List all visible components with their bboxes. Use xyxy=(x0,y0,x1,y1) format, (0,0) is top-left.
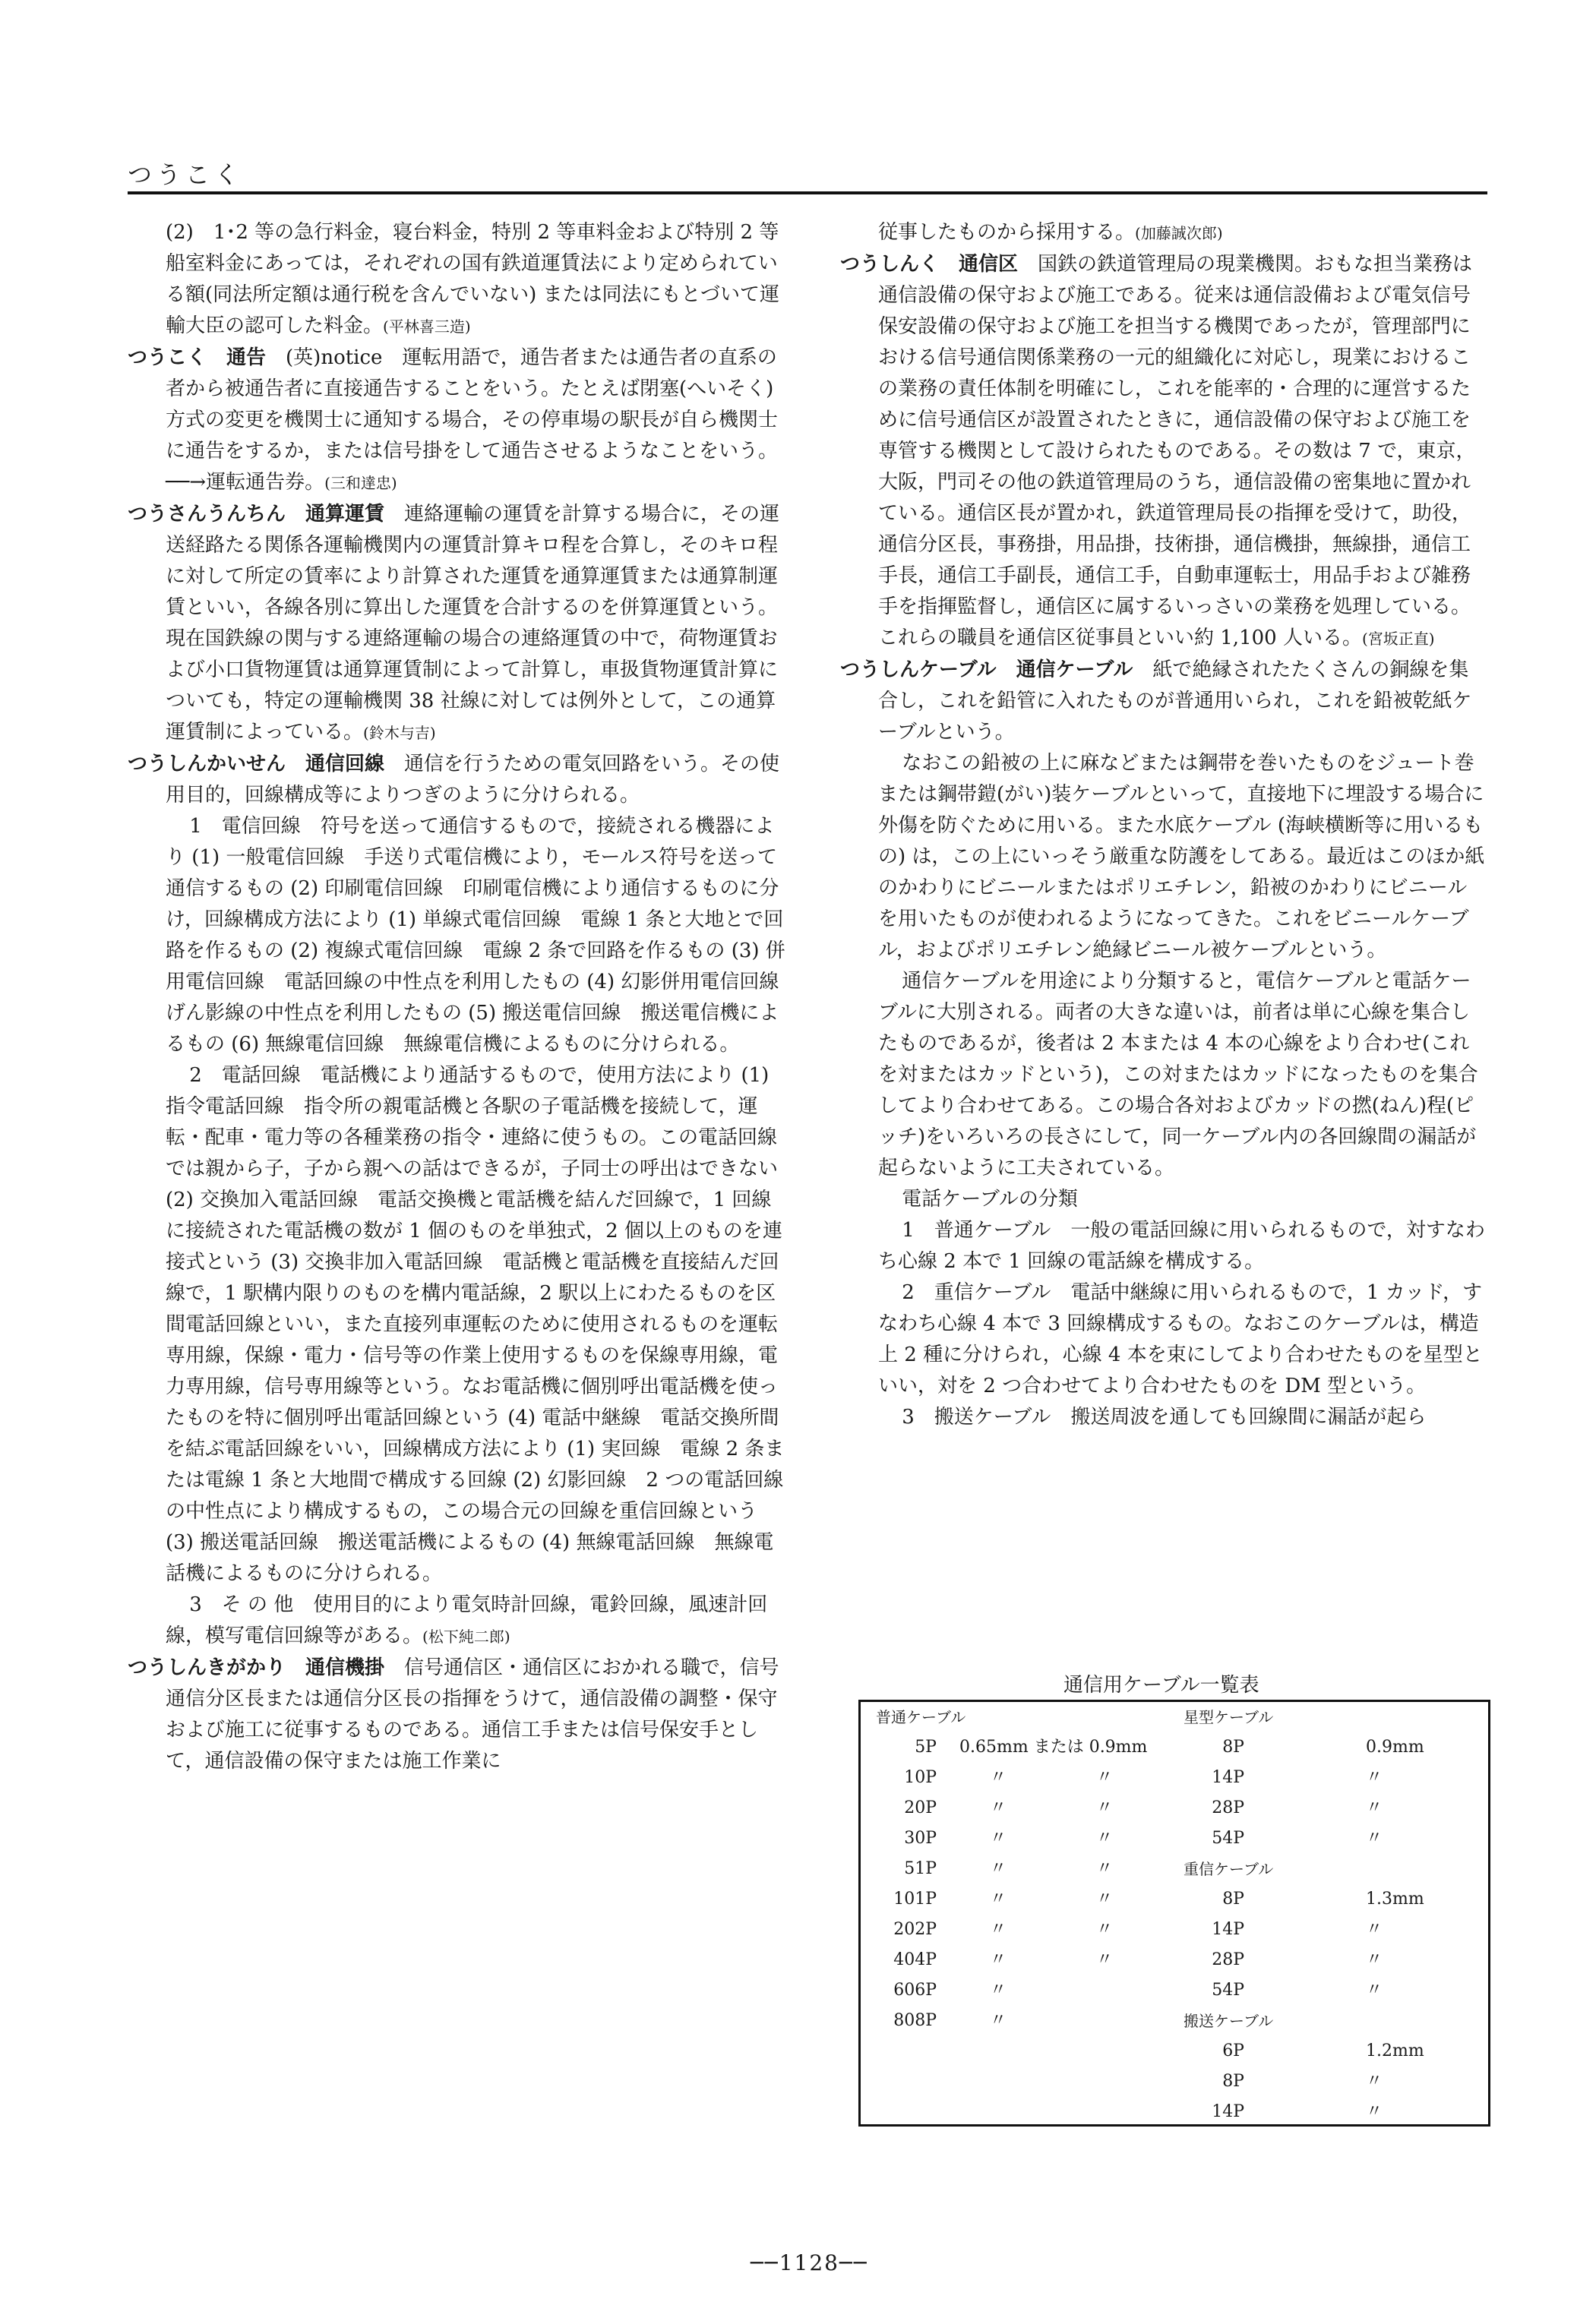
entry-headword: つうさんうんちん 通算運賃 xyxy=(128,503,385,526)
table-group-label: 星型ケーブル xyxy=(1184,1708,1274,1726)
conductor-size: 〃 xyxy=(1366,1920,1383,1939)
table-row xyxy=(876,1793,1165,1824)
ditto-mark: 〃 xyxy=(990,1798,1007,1817)
ditto-mark: 〃 xyxy=(990,1829,1007,1848)
table-group-row xyxy=(1184,1854,1472,1884)
ditto-mark: 〃 xyxy=(1096,1798,1114,1817)
table-row xyxy=(1184,2036,1472,2067)
table-row xyxy=(1184,1824,1472,1854)
text-block xyxy=(878,1184,1486,1215)
entry-text: (2) 1･2 等の急行料金，寝台料金，特別 2 等車料金および特別 2 等船室料金にあっては，それぞれの国有鉄道運賃法により定められている額(同法所定額は通行税を含んでいない) または同法にもとづいて運輸大臣の認可した料金。 xyxy=(166,221,780,337)
entry-text: 電話ケーブルの分類 xyxy=(902,1188,1078,1211)
table-group-label: 搬送ケーブル xyxy=(1184,2012,1274,2030)
text-block xyxy=(166,811,799,1060)
table-row xyxy=(1184,1793,1472,1824)
entry-text: 3 搬送ケーブル 搬送周波を通しても回線間に漏話が起ら xyxy=(902,1406,1427,1429)
entry-text: 連絡運輸の運賃を計算する場合に，その運送経路たる関係各運輸機関内の運賃計算キロ程を合算し，そのキロ程に対して所定の賃率により計算された運賃を通算運賃または通算制運賃といい，各線各別に算出した運賃を合計するのを併算運賃という。現在国鉄線の関与する連絡運輸の場合の連絡運賃の中で，荷物運賃および小口貨物運賃は通算運賃制によって計算し，車扱貨物運賃計算についても，特定の運輸機関 38 社線に対しては例外として，この通算運賃制によっている。 xyxy=(166,503,780,744)
ditto-mark: 〃 xyxy=(1096,1829,1114,1848)
ditto-mark: 〃 xyxy=(990,1859,1007,1878)
ditto-mark: 〃 xyxy=(1096,1768,1114,1787)
pair-count: 6P xyxy=(1222,2041,1244,2060)
entry-headword: つうしんきがかり 通信機掛 xyxy=(128,1656,385,1679)
pair-count: 54P xyxy=(1212,1829,1244,1848)
entry-text: (英)notice 運転用語で，通告者または通告者の直系の者から被通告者に直接通告することをいう。たとえば閉塞(へいそく)方式の変更を機関士に通知する場合，その停車場の駅長が自ら機関士に通告をするか，または信号掛をして通告させるようなことをいう。──→運転通告券。 xyxy=(166,346,779,494)
conductor-size: 1.2mm xyxy=(1366,2041,1424,2060)
ditto-mark: 〃 xyxy=(990,1981,1007,2000)
entry-text: 2 重信ケーブル 電話中継線に用いられるもので，1 カッド，すなわち心線 4 本で 3 回線構成するもの。なおこのケーブルは，構造上 2 種に分けられ，心線 4 本を束にしてより合わせたものを星型といい，対を 2 つ合わせてより合わせたものを DM 型という。 xyxy=(878,1281,1483,1397)
pair-count: 20P xyxy=(904,1798,937,1817)
table-row xyxy=(1184,1763,1472,1793)
pair-count: 30P xyxy=(904,1829,937,1848)
ditto-mark: 〃 xyxy=(1096,1890,1114,1909)
pair-count: 51P xyxy=(904,1859,937,1878)
entry-headword: つうしんケーブル 通信ケーブル xyxy=(840,658,1133,681)
running-header: つうこく xyxy=(128,160,244,189)
conductor-size: 〃 xyxy=(1366,1950,1383,1969)
entry-headword: つうしんく 通信区 xyxy=(840,253,1019,276)
ditto-mark: 〃 xyxy=(1096,1920,1114,1939)
conductor-size: 0.65mm または 0.9mm xyxy=(959,1738,1148,1757)
table-row xyxy=(876,1975,1165,2006)
table-row xyxy=(876,1945,1165,1975)
entry-text: 2 電話回線 電話機により通話するもので，使用方法により (1) 指令電話回線 指令所の親電話機と各駅の子電話機を接続して，運転・配車・電力等の各種業務の指令・連絡に使うもの。この電話回線では親から子，子から親への話はできるが，子同士の呼出はできない (2) 交換加入電話回線 電話交換機と電話機を結んだ回線で，1 回線に接続された電話機の数が 1 個のものを単独式，2 個以上のものを連接式という (3) 交換非加入電話回線 電話機と電話機を直接結んだ回線で，1 駅構内限りのものを構内電話線，2 駅以上にわたるものを区間電話回線といい，また直接列車運転のために使用されるものを運転専用線，保線・電力・信号等の作業上使用するものを保線専用線，電力専用線，信号専用線等という。なお電話機に個別呼出電話機を使ったものを特に個別呼出電話回線という (4) 電話中継線 電話交換所間を結ぶ電話回線をいい，回線構成方法により (1) 実回線 電線 2 条または電線 1 条と大地間で構成する回線 (2) 幻影回線 2 つの電話回線の中性点により構成するもの，この場合元の回線を重信回線という (3) 搬送電話回線 搬送電話機によるもの (4) 無線電話回線 無線電話機によるものに分けられる。 xyxy=(166,1064,785,1585)
ditto-mark: 〃 xyxy=(990,2011,1007,2030)
table-group-label: 普通ケーブル xyxy=(876,1708,966,1726)
header-rule xyxy=(128,191,1487,194)
pair-count: 14P xyxy=(1212,1920,1244,1939)
text-block xyxy=(166,217,787,343)
cable-table-right xyxy=(1184,1702,1472,2127)
table-group-label: 重信ケーブル xyxy=(1184,1860,1274,1878)
pair-count: 202P xyxy=(893,1920,937,1939)
entry-text: 1 電信回線 符号を送って通信するもので，接続される機器により (1) 一般電信回線 手送り式電信機により，モールス符号を送って通信するもの (2) 印刷電信回線 印刷電信機により通信するものに分け，回線構成方法により (1) 単線式電信回線 電線 1 条と大地とで回路を作るもの (2) 複線式電信回線 電線 2 条で回路を作るもの (3) 併用電信回線 電話回線の中性点を利用したもの (4) 幻影併用電信回線 げん影線の中性点を利用したもの (5) 搬送電信回線 搬送電信機によるもの (6) 無線電信回線 無線電信機によるものに分けられる。 xyxy=(166,815,799,1056)
ditto-mark: 〃 xyxy=(1096,1950,1114,1969)
pair-count: 14P xyxy=(1212,2102,1244,2121)
pair-count: 101P xyxy=(893,1890,937,1909)
table-row xyxy=(876,1824,1165,1854)
pair-count: 8P xyxy=(1222,1738,1244,1757)
entry-text: 通信を行うための電気回路をいう。その使用目的，回線構成等によりつぎのように分けられる。 xyxy=(166,753,780,807)
table-row xyxy=(1184,2097,1472,2127)
conductor-size: 1.3mm xyxy=(1366,1890,1424,1909)
ditto-mark: 〃 xyxy=(990,1890,1007,1909)
text-block xyxy=(128,1653,787,1777)
text-block xyxy=(128,499,787,749)
conductor-size: 〃 xyxy=(1366,2102,1383,2121)
table-row xyxy=(1184,1945,1472,1975)
pair-count: 10P xyxy=(904,1768,937,1787)
ditto-mark: 〃 xyxy=(1096,1859,1114,1878)
conductor-size: 〃 xyxy=(1366,1829,1383,1848)
table-row xyxy=(876,1854,1165,1884)
entry-text: 通信ケーブルを用途により分類すると，電信ケーブルと電話ケーブルに大別される。両者の大きな違いは，前者は単に心線を集合したものであるが，後者は 2 本または 4 本の心線をより合わせ(これを対またはカッドという)，この対またはカッドになったものを集合してより合わせてある。この場合各対およびカッドの撚(ねん)程(ピッチ)をいろいろの長さにして，同一ケーブル内の各回線間の漏話が起らないように工夫されている。 xyxy=(878,970,1478,1179)
left-column xyxy=(128,217,799,1777)
text-block xyxy=(878,1215,1486,1277)
text-block xyxy=(878,217,1486,249)
table-group-row xyxy=(876,1702,1165,1732)
text-block xyxy=(840,249,1486,655)
page-number: ──1128── xyxy=(751,2250,868,2275)
pair-count: 28P xyxy=(1212,1950,1244,1969)
text-block xyxy=(878,1402,1486,1433)
table-row xyxy=(1184,1884,1472,1915)
entry-author: (松下純二郎) xyxy=(422,1628,510,1646)
text-block xyxy=(128,343,787,499)
pair-count: 8P xyxy=(1222,1890,1244,1909)
right-column xyxy=(840,217,1486,1433)
text-block xyxy=(166,1590,787,1653)
pair-count: 8P xyxy=(1222,2072,1244,2091)
conductor-size: 〃 xyxy=(1366,1768,1383,1787)
text-block xyxy=(878,748,1486,966)
table-row xyxy=(876,1763,1165,1793)
ditto-mark: 〃 xyxy=(990,1768,1007,1787)
entry-author: (宮坂正直) xyxy=(1361,630,1435,648)
table-group-row xyxy=(1184,1702,1472,1732)
entry-author: (平林喜三造) xyxy=(383,317,471,336)
table-row xyxy=(1184,1915,1472,1945)
entry-headword: つうしんかいせん 通信回線 xyxy=(128,753,385,775)
entry-text: 国鉄の鉄道管理局の現業機関。おもな担当業務は通信設備の保守および施工である。従来は通信設備および電気信号保安設備の保守および施工を担当する機関であったが，管理部門における信号通信関係業務の一元的組織化に対応し，現業におけるこの業務の責任体制を明確にし，これを能率的・合理的に運営するために信号通信区が設置されたときに，通信設備の保守および施工を専管する機関として設けられたものである。その数は 7 で，東京，大阪，門司その他の鉄道管理局のうち，通信設備の密集地に置かれている。通信区長が置かれ，鉄道管理局長の指揮を受けて，助役，通信分区長，事務掛，用品掛，技術掛，通信機掛，無線掛，通信工手長，通信工手副長，通信工手，自動車運転士，用品手および雑務手を指揮監督し，通信区に属するいっさいの業務を処理している。これらの職員を通信区従事員といい約 1,100 人いる。 xyxy=(878,253,1476,649)
entry-author: (加藤誠次郎) xyxy=(1135,224,1223,242)
text-block xyxy=(128,749,787,811)
pair-count: 28P xyxy=(1212,1798,1244,1817)
table-row xyxy=(1184,1975,1472,2006)
pair-count: 404P xyxy=(893,1950,937,1969)
entry-text: 3 そ の 他 使用目的により電気時計回線，電鈴回線，風速計回線，模写電信回線等がある。 xyxy=(166,1593,768,1647)
table-row xyxy=(876,1884,1165,1915)
cable-table-left xyxy=(876,1702,1165,2036)
entry-author: (鈴木与吉) xyxy=(363,724,436,742)
entry-text: 信号通信区・通信区におかれる職で，信号通信分区長または通信分区長の指揮をうけて，通信設備の調整・保守および施工に従事するものである。通信工手または信号保安手として，通信設備の保守または施工作業に xyxy=(166,1656,779,1773)
table-title: 通信用ケーブル一覧表 xyxy=(1063,1674,1259,1697)
table-group-row xyxy=(1184,2006,1472,2036)
conductor-size: 0.9mm xyxy=(1366,1738,1424,1757)
pair-count: 606P xyxy=(893,1981,937,2000)
pair-count: 14P xyxy=(1212,1768,1244,1787)
ditto-mark: 〃 xyxy=(990,1950,1007,1969)
table-row xyxy=(1184,1732,1472,1763)
cable-table xyxy=(858,1700,1490,2127)
text-block xyxy=(840,655,1486,748)
pair-count: 808P xyxy=(893,2011,937,2030)
conductor-size: 〃 xyxy=(1366,1798,1383,1817)
table-row xyxy=(876,1732,1165,1763)
pair-count: 5P xyxy=(915,1738,937,1757)
table-row xyxy=(876,2006,1165,2036)
entry-headword: つうこく 通告 xyxy=(128,346,267,369)
entry-text: なおこの鉛被の上に麻などまたは鋼帯を巻いたものをジュート巻または鋼帯鎧(がい)装ケーブルといって，直接地下に埋設する場合に外傷を防ぐために用いる。また水底ケーブル (海峡横断等に用いるもの) は，この上にいっそう厳重な防護をしてある。最近はこのほか紙のかわりにビニールまたはポリエチレン，鉛被のかわりにビニールを用いたものが使われるようになってきた。これをビニールケーブル，およびポリエチレン絶縁ビニール被ケーブルという。 xyxy=(878,752,1485,961)
conductor-size: 〃 xyxy=(1366,1981,1383,2000)
text-block xyxy=(166,1060,787,1590)
entry-text: 従事したものから採用する。 xyxy=(878,221,1136,244)
entry-text: 1 普通ケーブル 一般の電話回線に用いられるもので，対すなわち心線 2 本で 1 回線の電話線を構成する。 xyxy=(878,1219,1485,1273)
text-block xyxy=(878,1277,1486,1402)
entry-text: 紙で絶縁されたたくさんの銅線を集合し，これを鉛管に入れたものが普通用いられ，これを鉛被乾紙ケーブルという。 xyxy=(878,658,1472,744)
ditto-mark: 〃 xyxy=(990,1920,1007,1939)
text-block xyxy=(878,966,1486,1184)
entry-author: (三和達忠) xyxy=(324,474,397,492)
table-row xyxy=(876,1915,1165,1945)
conductor-size: 〃 xyxy=(1366,2072,1383,2091)
table-row xyxy=(1184,2067,1472,2097)
pair-count: 54P xyxy=(1212,1981,1244,2000)
